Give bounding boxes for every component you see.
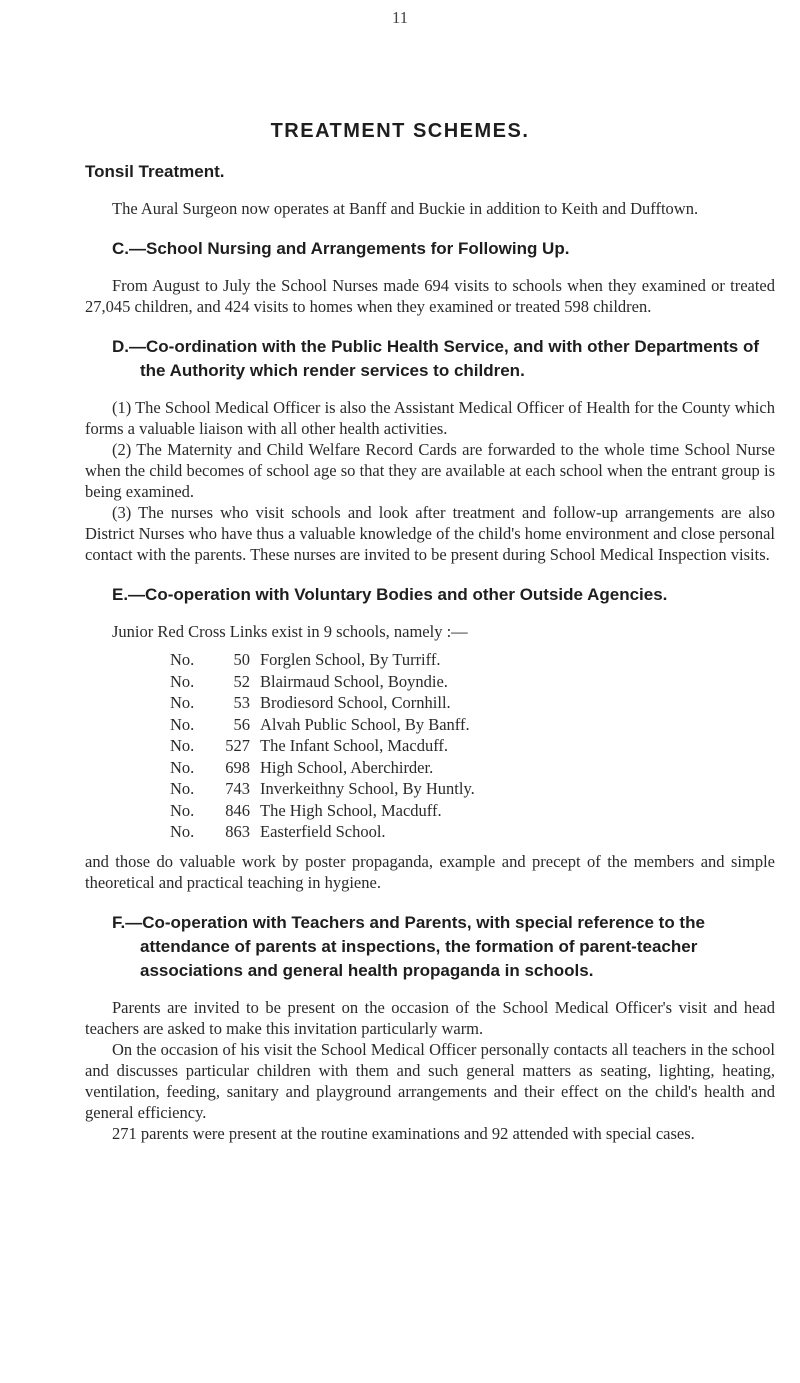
link-row — [170, 735, 475, 757]
link-number: 50 — [233, 650, 250, 669]
link-prefix: No. — [170, 693, 195, 712]
link-school: The Infant School, Macduff. — [260, 736, 449, 755]
link-number: 53 — [233, 693, 250, 712]
link-prefix: No. — [170, 736, 195, 755]
link-row — [170, 800, 475, 822]
link-school: Inverkeithny School, By Huntly. — [260, 779, 475, 798]
section-d-paragraph-2: (2) The Maternity and Child Welfare Record Cards are forwarded to the whole time School Nurse when the child becomes of school age so that they are available at each school when the entrant group is being examined. — [85, 440, 775, 501]
section-d-paragraph-1: (1) The School Medical Officer is also the Assistant Medical Officer of Health for the County which forms a valuable liaison with all other health activities. — [85, 398, 775, 438]
link-number: 52 — [233, 671, 250, 691]
link-school: Brodiesord School, Cornhill. — [260, 693, 451, 712]
link-row — [170, 649, 475, 671]
section-c-paragraph: From August to July the School Nurses made 694 visits to schools when they examined or treated 27,045 children, and 424 visits to homes when they examined or treated 598 children. — [85, 276, 775, 316]
link-school: Blairmaud School, Boyndie. — [260, 671, 448, 691]
section-c — [85, 237, 775, 317]
section-f-paragraph-3: 271 parents were present at the routine examinations and 92 attended with special cases. — [112, 1123, 695, 1143]
link-number: 698 — [225, 757, 250, 777]
section-d-paragraph-3: (3) The nurses who visit schools and look after treatment and follow-up arrangements are also District Nurses who have thus a valuable knowledge of the child's home environment and close personal contact with the parents. These nurses are invited to be present during School Medical Inspection visits. — [85, 503, 775, 564]
link-prefix: No. — [170, 757, 195, 777]
link-number: 527 — [225, 736, 250, 755]
link-number: 743 — [225, 779, 250, 798]
section-d — [85, 335, 775, 565]
section-f-heading: F.—Co-operation with Teachers and Parents, with special reference to the attendance of parents at inspections, the formation of parent-teacher associations and general health propaganda in schools. — [112, 912, 705, 980]
section-e-intro: Junior Red Cross Links exist in 9 schools, namely :— — [112, 622, 468, 641]
link-school: Easterfield School. — [260, 822, 386, 841]
page-title: TREATMENT SCHEMES. — [270, 120, 530, 142]
link-prefix: No. — [170, 779, 195, 798]
link-school: High School, Aberchirder. — [260, 757, 434, 777]
tonsil-heading: Tonsil Treatment. — [85, 162, 225, 181]
link-row — [170, 692, 475, 714]
section-f — [85, 911, 775, 1144]
link-prefix: No. — [170, 650, 195, 669]
link-row — [170, 671, 475, 693]
link-school: Forglen School, By Turriff. — [260, 650, 441, 669]
section-d-heading: D.—Co-ordination with the Public Health Service, and with other Departments of the Authority which render services to children. — [112, 337, 760, 380]
link-row — [170, 821, 475, 843]
link-row — [170, 778, 475, 800]
link-prefix: No. — [170, 714, 195, 734]
tonsil-paragraph: The Aural Surgeon now operates at Banff and Buckie in addition to Keith and Dufftown. — [112, 199, 699, 218]
link-prefix: No. — [170, 822, 195, 841]
link-row — [170, 757, 475, 779]
section-c-heading: C.—School Nursing and Arrangements for Following Up. — [112, 239, 570, 258]
section-e-closing: and those do valuable work by poster propaganda, example and precept of the members and simple theoretical and practical teaching in hygiene. — [85, 851, 775, 892]
link-school: Alvah Public School, By Banff. — [260, 714, 470, 734]
section-e-heading: E.—Co-operation with Voluntary Bodies and other Outside Agencies. — [112, 585, 668, 604]
link-number: 846 — [225, 800, 250, 820]
section-f-paragraph-1: Parents are invited to be present on the occasion of the School Medical Officer's visit and head teachers are asked to make this invitation particularly warm. — [85, 997, 775, 1038]
link-school: The High School, Macduff. — [260, 800, 442, 820]
link-prefix: No. — [170, 671, 195, 691]
link-row — [170, 714, 475, 736]
section-f-paragraph-2: On the occasion of his visit the School Medical Officer personally contacts all teachers in the school and discusses particular children with them and such general matters as seating, lighting, heating, ventilation, feeding, sanitary and playground arrangements and their effect on the child's health and general efficiency. — [85, 1039, 775, 1122]
page-number: 11 — [391, 8, 409, 27]
red-cross-links-table — [170, 649, 475, 843]
link-number: 56 — [233, 714, 250, 734]
section-tonsil — [85, 160, 775, 219]
section-e — [85, 583, 775, 893]
link-prefix: No. — [170, 800, 195, 820]
link-number: 863 — [225, 822, 250, 841]
document-body — [85, 160, 775, 1144]
